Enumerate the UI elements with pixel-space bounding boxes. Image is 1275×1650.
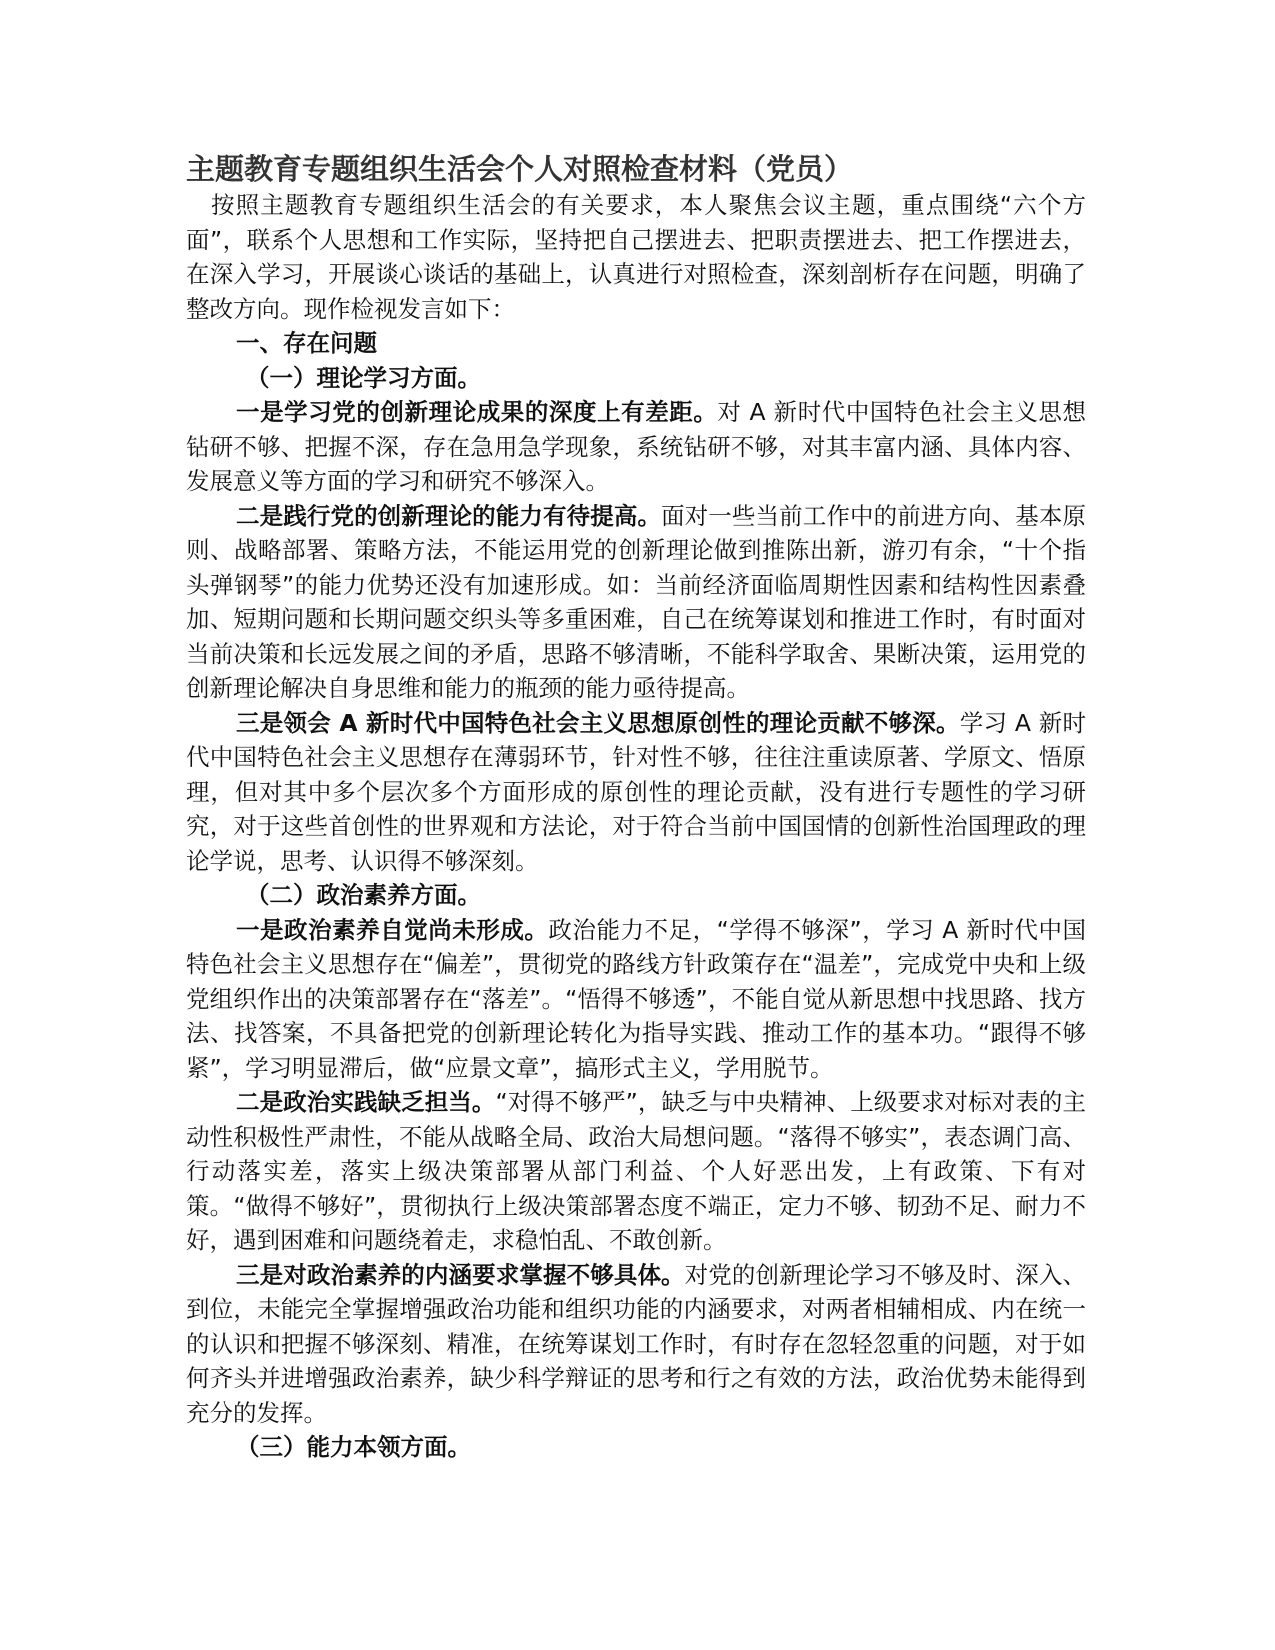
paragraph	[186, 395, 1086, 499]
intro-paragraph: 按照主题教育专题组织生活会的有关要求，本人聚焦会议主题，重点围绕“六个方面”，联系个人思想和工作实际，坚持把自己摆进去、把职责摆进去、把工作摆进去，在深入学习，开展谈心谈话的基础上，认真进行对照检查，深刻剖析存在问题，明确了整改方向。现作检视发言如下：	[186, 191, 1086, 323]
paragraph	[186, 1258, 1086, 1431]
paragraph	[186, 1085, 1086, 1258]
paragraph-body: “对得不够严”，缺乏与中央精神、上级要求对标对表的主动性积极性严肃性，不能从战略全局、政治大局想问题。“落得不够实”，表态调门高、行动落实差，落实上级决策部署从部门利益、个人好恶出发，上有政策、下有对策。“做得不够好”，贯彻执行上级决策部署态度不端正，定力不够、韧劲不足、耐力不好，遇到困难和问题绕着走，求稳怕乱、不敢创新。	[186, 1088, 1086, 1254]
paragraph-lead: 一是政治素养自觉尚未形成。	[236, 915, 549, 944]
paragraph	[186, 499, 1086, 706]
subsection-heading-theory: （一）理论学习方面。	[246, 363, 481, 392]
paragraph-lead: 三是对政治素养的内涵要求掌握不够具体。	[236, 1260, 685, 1289]
paragraph-lead: 一是学习党的创新理论成果的深度上有差距。	[236, 398, 718, 426]
paragraph-body: 对党的创新理论学习不够及时、深入、到位，未能完全掌握增强政治功能和组织功能的内涵要求，对两者相辅相成、内在统一的认识和把握不够深刻、精准，在统筹谋划工作时，有时存在忽轻忽重的问题，对于如何齐头并进增强政治素养，缺少科学辩证的思考和行之有效的方法，政治优势未能得到充分的发挥。	[186, 1260, 1087, 1427]
paragraph	[186, 913, 1086, 1086]
paragraph-body: 政治能力不足，“学得不够深”，学习 A 新时代中国特色社会主义思想存在“偏差”，贯彻党的路线方针政策存在“温差”，完成党中央和上级党组织作出的决策部署存在“落差”。“悟得不够透”，不能自觉从新思想中找思路、找方法、找答案，不具备把党的创新理论转化为指导实践、推动工作的基本功。“跟得不够紧”，学习明显滞后，做“应景文章”，搞形式主义，学用脱节。	[186, 915, 1086, 1082]
subsection-heading-politics: （二）政治素养方面。	[246, 881, 481, 909]
paragraph-lead: 二是政治实践缺乏担当。	[236, 1088, 496, 1116]
document-title: 主题教育专题组织生活会个人对照检查材料（党员）	[186, 152, 854, 186]
section-heading-problems: 一、存在问题	[236, 329, 377, 357]
paragraph-body: 对 A 新时代中国特色社会主义思想钻研不够、把握不深，存在急用急学现象，系统钻研不够，对其丰富内涵、具体内容、发展意义等方面的学习和研究不够深入。	[186, 398, 1087, 495]
paragraph-lead: 二是践行党的创新理论的能力有待提高。	[236, 501, 662, 530]
paragraph	[186, 706, 1086, 879]
paragraph-body: 面对一些当前工作中的前进方向、基本原则、战略部署、策略方法，不能运用党的创新理论做到推陈出新，游刃有余，“十个指头弹钢琴”的能力优势还没有加速形成。如：当前经济面临周期性因素和结构性因素叠加、短期问题和长期问题交织头等多重困难，自己在统筹谋划和推进工作时，有时面对当前决策和长远发展之间的矛盾，思路不够清晰，不能科学取舍、果断决策，运用党的创新理论解决自身思维和能力的瓶颈的能力亟待提高。	[186, 501, 1087, 702]
subsection-heading-ability: （三）能力本领方面。	[236, 1433, 471, 1461]
paragraph-body: 学习 A 新时代中国特色社会主义思想存在薄弱环节，针对性不够，往往注重读原著、学原文、悟原理，但对其中多个层次多个方面形成的原创性的理论贡献，没有进行专题性的学习研究，对于这些首创性的世界观和方法论，对于符合当前中国国情的创新性治国理政的理论学说，思考、认识得不够深刻。	[186, 708, 1086, 875]
document-page	[186, 150, 1086, 1465]
paragraph-lead: 三是领会 A 新时代中国特色社会主义思想原创性的理论贡献不够深。	[236, 708, 960, 737]
